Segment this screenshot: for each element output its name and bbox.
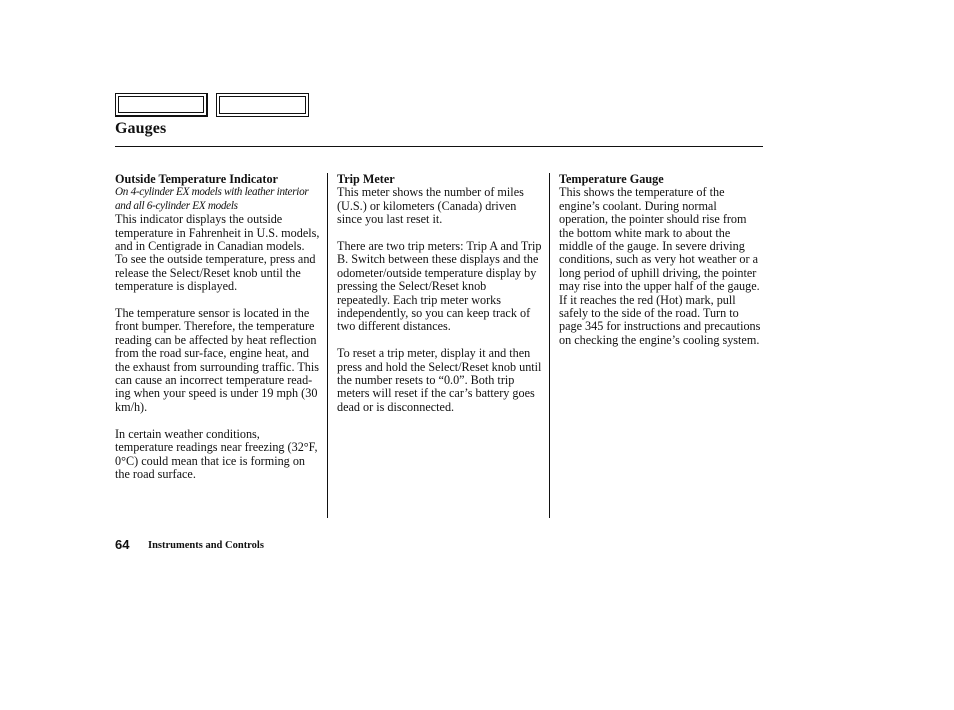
page-number: 64 (115, 537, 130, 552)
heading-outside-temperature: Outside Temperature Indicator (115, 172, 278, 186)
nav-tab-previous[interactable] (115, 93, 208, 117)
heading-temperature-gauge: Temperature Gauge (559, 172, 664, 186)
column-trip-meter (337, 173, 542, 414)
title-rule (115, 146, 763, 147)
nav-tab-next-inner (219, 96, 306, 114)
paragraph: This meter shows the number of miles (U.S.) or kilometers (Canada) driven since you last reset it. (337, 185, 524, 227)
paragraph: This shows the temperature of the engine’s coolant. During normal operation, the pointer should rise from the bottom white mark to about the middle of the gauge. In severe driving conditions, such as very hot weather or a long period of uphill driving, the pointer may rise into the upper half of the gauge. If it reaches the red (Hot) mark, pull safely to the side of the road. Turn to page 345 for instructions and precautions on checking the engine’s cooling system. (559, 185, 761, 347)
subheading-model-note: On 4-cylinder EX models with leather interior and all 6-cylinder EX models (115, 186, 309, 212)
paragraph: In certain weather conditions, temperature readings near freezing (32°F, 0°C) could mean that ice is forming on the road surface. (115, 426, 318, 481)
heading-trip-meter: Trip Meter (337, 172, 395, 186)
paragraph: This indicator displays the outside temperature in Fahrenheit in U.S. models, and in Centigrade in Canadian models. To see the outside temperature, press and release the Select/Reset knob until the temperature is displayed. (115, 212, 320, 294)
paragraph: The temperature sensor is located in the front bumper. Therefore, the temperature reading can be affected by heat reflection from the road sur-face, engine heat, and the exhaust from surrounding traffic. This can cause an incorrect temperature read-ing when your speed is under 19 mph (30 km/h). (115, 306, 319, 414)
column-divider (327, 173, 328, 518)
column-divider (549, 173, 550, 518)
nav-tab-next[interactable] (216, 93, 309, 117)
paragraph: To reset a trip meter, display it and then press and hold the Select/Reset knob until the number resets to “0.0”. Both trip meters will reset if the car’s battery goes dead or is disconnected. (337, 346, 542, 414)
column-temperature-gauge (559, 173, 764, 347)
page-title: Gauges (115, 120, 167, 137)
nav-tab-previous-inner (118, 96, 204, 113)
section-name: Instruments and Controls (148, 540, 264, 551)
paragraph: There are two trip meters: Trip A and Trip B. Switch between these displays and the odometer/outside temperature display by pressing the Select/Reset knob repeatedly. Each trip meter works independently, so you can keep track of two different distances. (337, 239, 542, 334)
column-outside-temperature (115, 173, 320, 481)
